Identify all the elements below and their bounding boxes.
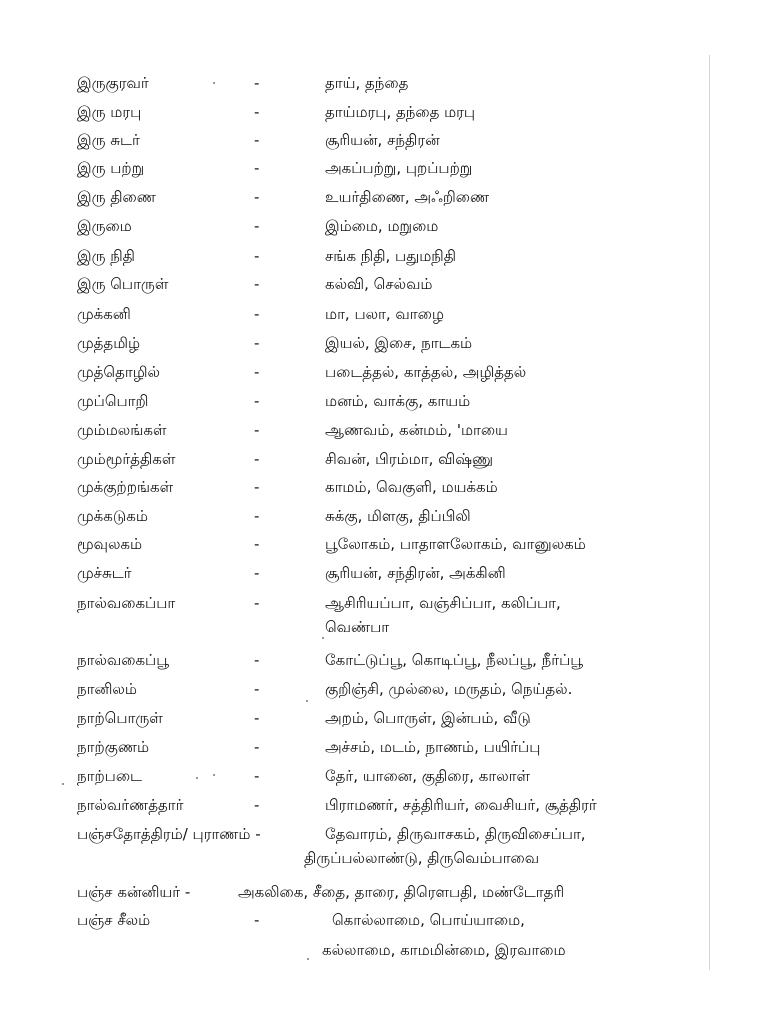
entry-dash: - — [254, 651, 260, 669]
list-item — [0, 102, 768, 132]
entry-term: இருகுரவர் — [77, 74, 149, 92]
list-item — [0, 882, 768, 912]
entry-value: கோட்டுப்பூ, கொடிப்பூ, நீலப்பூ, நீர்ப்பூ — [325, 651, 583, 669]
entry-value: பிராமணர், சத்திரியர், வைசியர், சூத்திரர் — [325, 796, 597, 814]
entry-term: முக்கடுகம் — [77, 507, 148, 525]
entry-term: இரு மரபு — [77, 103, 142, 121]
entry-value: அகப்பற்று, புறப்பற்று — [325, 159, 473, 177]
list-item — [0, 304, 768, 334]
entry-dash: - — [254, 564, 260, 582]
entry-dash: - — [254, 680, 260, 698]
entry-term: மும்மூர்த்திகள் — [77, 450, 176, 468]
list-item — [0, 910, 768, 959]
entry-dash: - — [254, 507, 260, 525]
entry-value: குறிஞ்சி, முல்லை, மருதம், நெய்தல். — [325, 680, 573, 698]
list-item — [0, 449, 768, 479]
entry-dash: - — [254, 103, 260, 121]
list-item — [0, 73, 768, 103]
entry-dash: - — [254, 247, 260, 265]
entry-value: தாய்மரபு, தந்தை மரபு — [325, 103, 476, 121]
list-item — [0, 187, 768, 217]
entry-term: இருமை — [77, 217, 132, 235]
scan-speck — [196, 777, 198, 779]
entry-term: மூவுலகம் — [77, 535, 143, 553]
list-item — [0, 679, 768, 709]
entry-term: பஞ்ச சீலம் — [77, 911, 151, 929]
entry-term: நால்வகைப்பா — [77, 594, 176, 612]
entry-term: முக்குற்றங்கள் — [77, 478, 174, 496]
entry-value: இம்மை, மறுமை — [325, 217, 439, 235]
list-item — [0, 824, 768, 867]
entry-term: இரு நிதி — [77, 247, 135, 265]
list-item — [0, 593, 768, 636]
list-item — [0, 246, 768, 276]
entry-term: முத்தமிழ் — [77, 334, 141, 352]
list-item — [0, 477, 768, 507]
entry-dash: - — [254, 305, 260, 323]
scan-speck — [213, 774, 215, 776]
entry-value: தாய், தந்தை — [325, 74, 409, 92]
scan-speck — [322, 637, 324, 639]
entry-value: ஆசிரியப்பா, வஞ்சிப்பா, கலிப்பா, — [325, 594, 561, 612]
entry-value-continuation: திருப்பல்லாண்டு, திருவெம்பாவை — [304, 849, 540, 867]
list-item — [0, 766, 768, 796]
entry-value: அச்சம், மடம், நாணம், பயிர்ப்பு — [325, 738, 541, 756]
entry-term: நால்வகைப்பூ — [77, 651, 169, 669]
entry-dash: - — [254, 131, 260, 149]
list-item — [0, 534, 768, 564]
entry-term: இரு சுடர் — [77, 131, 140, 149]
entry-dash: - — [254, 450, 260, 468]
entry-value: ஆணவம், கன்மம், 'மாயை — [325, 421, 508, 439]
list-item — [0, 274, 768, 304]
entry-term: மும்மலங்கள் — [77, 421, 167, 439]
scan-speck — [307, 958, 309, 960]
entry-dash: - — [254, 421, 260, 439]
entry-value: தேவாரம், திருவாசகம், திருவிசைப்பா, — [325, 825, 586, 843]
entry-dash: - — [254, 535, 260, 553]
entry-dash: - — [254, 188, 260, 206]
entry-term: பஞ்ச கன்னியர் - — [77, 883, 191, 901]
entry-value: கல்வி, செல்வம் — [325, 275, 433, 293]
entry-term: முப்பொறி — [77, 392, 149, 410]
entry-dash: - — [254, 275, 260, 293]
entry-value: அகலிகை, சீதை, தாரை, திரௌபதி, மண்டோதரி — [238, 883, 565, 901]
entry-term: பஞ்சதோத்திரம்/ புராணம் - — [77, 825, 261, 843]
entry-dash: - — [254, 767, 260, 785]
list-item — [0, 563, 768, 593]
entry-value: அறம், பொருள், இன்பம், வீடு — [325, 709, 531, 727]
entry-value-continuation: வெண்பா — [325, 618, 390, 636]
entry-term: முக்கனி — [77, 305, 131, 323]
list-item — [0, 391, 768, 421]
entry-value: தேர், யானை, குதிரை, காலாள் — [325, 767, 531, 785]
entry-term: நாற்குணம் — [77, 738, 150, 756]
list-item — [0, 506, 768, 536]
entry-term: நானிலம் — [77, 680, 137, 698]
entry-term: இரு பற்று — [77, 159, 145, 177]
entry-value-continuation: கல்லாமை, காமமின்மை, இரவாமை — [322, 941, 566, 959]
entry-dash: - — [254, 911, 260, 929]
entry-dash: - — [254, 217, 260, 235]
list-item — [0, 362, 768, 392]
entry-term: இரு பொருள் — [77, 275, 169, 293]
entry-term: இரு திணை — [77, 188, 156, 206]
entry-dash: - — [254, 478, 260, 496]
entry-value: சுக்கு, மிளகு, திப்பிலி — [325, 507, 471, 525]
scan-speck — [62, 783, 64, 785]
entry-dash: - — [254, 594, 260, 612]
entry-dash: - — [254, 709, 260, 727]
entry-dash: - — [254, 392, 260, 410]
list-item — [0, 333, 768, 363]
scan-speck — [213, 82, 215, 84]
entry-value: சங்க நிதி, பதுமநிதி — [325, 247, 457, 265]
entry-dash: - — [254, 363, 260, 381]
entry-value: உயர்திணை, அஃறிணை — [325, 188, 490, 206]
entry-dash: - — [254, 74, 260, 92]
entry-dash: - — [254, 334, 260, 352]
entry-term: நாற்பொருள் — [77, 709, 163, 727]
entry-term: நால்வர்ணத்தார் — [77, 796, 184, 814]
entry-term: நாற்படை — [77, 767, 142, 785]
entry-dash: - — [254, 796, 260, 814]
entry-value: மனம், வாக்கு, காயம் — [325, 392, 471, 410]
entry-value: படைத்தல், காத்தல், அழித்தல் — [325, 363, 527, 381]
entry-value: பூலோகம், பாதாளலோகம், வானுலகம் — [325, 535, 586, 553]
entry-value: காமம், வெகுளி, மயக்கம் — [325, 478, 498, 496]
entry-value: சிவன், பிரம்மா, விஷ்ணு — [325, 450, 494, 468]
list-item — [0, 650, 768, 680]
entry-term: முச்சுடர் — [77, 564, 132, 582]
entry-dash: - — [254, 159, 260, 177]
entry-term: முத்தொழில் — [77, 363, 160, 381]
list-item — [0, 216, 768, 246]
list-item — [0, 737, 768, 767]
entry-value: கொல்லாமை, பொய்யாமை, — [332, 911, 525, 929]
list-item — [0, 420, 768, 450]
entry-value: சூரியன், சந்திரன் — [325, 131, 440, 149]
list-item — [0, 130, 768, 160]
list-item — [0, 158, 768, 188]
entry-dash: - — [254, 738, 260, 756]
scan-speck — [306, 700, 308, 702]
entry-value: மா, பலா, வாழை — [325, 305, 444, 323]
entry-value: இயல், இசை, நாடகம் — [325, 334, 473, 352]
entry-value: சூரியன், சந்திரன், அக்கினி — [325, 564, 506, 582]
list-item — [0, 708, 768, 738]
list-item — [0, 795, 768, 825]
